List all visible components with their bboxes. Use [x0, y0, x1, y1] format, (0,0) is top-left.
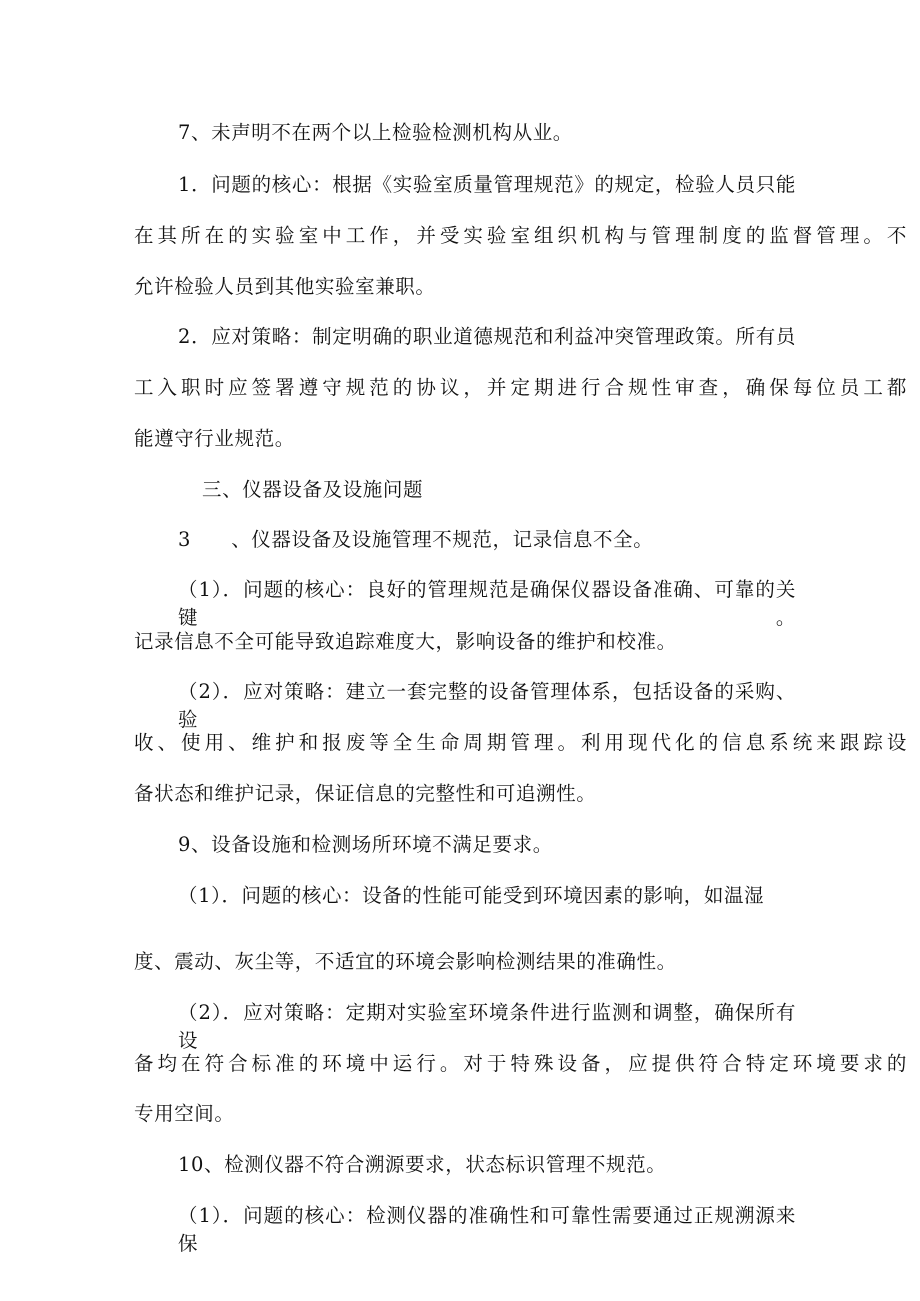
- item-9-heading: 9、设备设施和检测场所环境不满足要求。: [178, 833, 553, 856]
- item-9-point-2-line-3: 专用空间。: [134, 1102, 235, 1125]
- section-3-heading: 三、仪器设备及设施问题: [202, 478, 424, 501]
- item-3-point-1-line-2: 记录信息不全可能导致追踪难度大，影响设备的维护和校准。: [134, 630, 677, 653]
- item-9-point-1-line-1: （1）．问题的核心：设备的性能可能受到环境因素的影响，如温湿: [178, 884, 765, 907]
- item-3-point-1-line-1: （1）．问题的核心：良好的管理规范是确保仪器设备准确、可靠的关键。: [178, 578, 796, 629]
- item-10-heading: 10、检测仪器不符合溯源要求，状态标识管理不规范。: [178, 1153, 667, 1176]
- item-3-point-2-line-3: 备状态和维护记录，保证信息的完整性和可追溯性。: [134, 782, 597, 805]
- item-7-point-2-line-3: 能遵守行业规范。: [134, 427, 295, 450]
- item-7-heading: 7、未声明不在两个以上检验检测机构从业。: [178, 121, 573, 144]
- item-7-point-2-line-2: 工入职时应签署遵守规范的协议，并定期进行合规性审查，确保每位员工都: [134, 376, 907, 399]
- item-7-point-1-line-2: 在其所在的实验室中工作，并受实验室组织机构与管理制度的监督管理。不: [134, 224, 907, 247]
- item-3-point-2-line-1: （2）．应对策略：建立一套完整的设备管理体系，包括设备的采购、验: [178, 680, 796, 731]
- item-7-point-1-line-1: 1．问题的核心：根据《实验室质量管理规范》的规定，检验人员只能: [178, 173, 796, 196]
- item-9-point-2-line-1: （2）．应对策略：定期对实验室环境条件进行监测和调整，确保所有设: [178, 1001, 796, 1052]
- item-10-point-1-line-1: （1）．问题的核心：检测仪器的准确性和可靠性需要通过正规溯源来保: [178, 1204, 796, 1255]
- item-7-point-2-line-1: 2．应对策略：制定明确的职业道德规范和利益冲突管理政策。所有员: [178, 325, 796, 348]
- item-9-point-2-line-2: 备均在符合标准的环境中运行。对于特殊设备，应提供符合特定环境要求的: [134, 1052, 907, 1075]
- item-9-point-1-line-2: 度、震动、灰尘等，不适宜的环境会影响检测结果的准确性。: [134, 950, 677, 973]
- item-3-point-2-line-2: 收、使用、维护和报废等全生命周期管理。利用现代化的信息系统来跟踪设: [134, 731, 907, 754]
- item-3-heading: 3 、仪器设备及设施管理不规范，记录信息不全。: [178, 528, 654, 551]
- item-7-point-1-line-3: 允许检验人员到其他实验室兼职。: [134, 275, 436, 298]
